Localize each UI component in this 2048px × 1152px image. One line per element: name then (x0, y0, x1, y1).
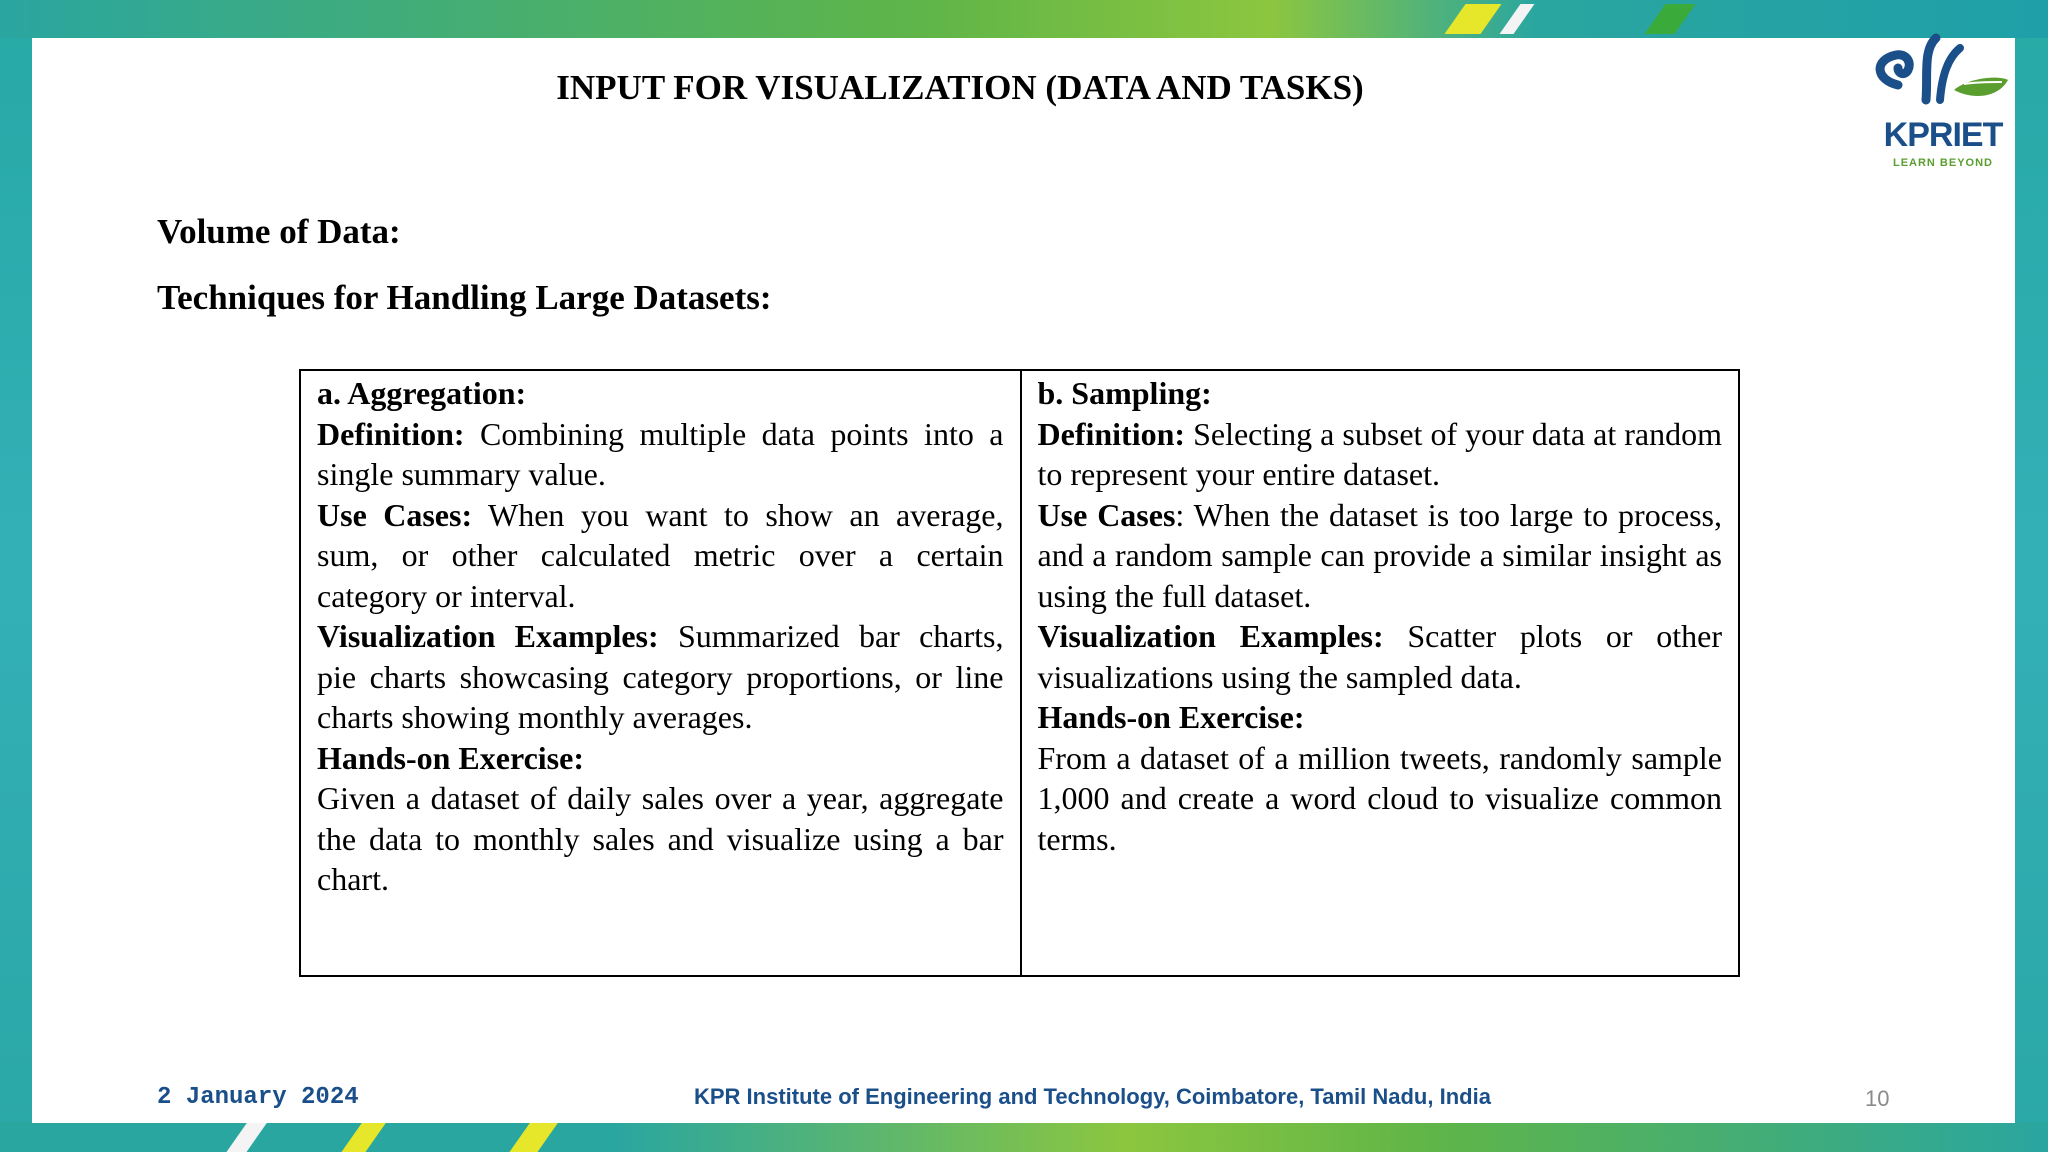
sampling-exercise-label: Hands-on Exercise: (1037, 699, 1305, 735)
bottom-decorative-bar (0, 1122, 2048, 1152)
aggregation-title: a. Aggregation: (317, 375, 527, 411)
sampling-title: b. Sampling: (1037, 375, 1212, 411)
top-decorative-bar (0, 0, 2048, 38)
aggregation-exercise-text: Given a dataset of daily sales over a year, aggregate the data to monthly sales and visualize using a bar chart. (317, 780, 1004, 897)
aggregation-exercise-label: Hands-on Exercise: (317, 739, 584, 776)
page-number: 10 (1865, 1086, 1890, 1111)
sampling-viz-label: Visualization Examples: (1037, 618, 1384, 654)
aggregation-viz-text: Summarized bar charts, pie charts showcasing category proportions, or line charts showing monthly averages. (317, 618, 1004, 735)
heading-techniques: Techniques for Handling Large Datasets: (157, 278, 772, 317)
kpriet-logo (1868, 30, 2018, 175)
aggregation-definition-label: Definition: (317, 415, 465, 452)
techniques-table (299, 369, 1740, 977)
aggregation-definition-text: Combining multiple data points into a single summary value. (317, 415, 1004, 492)
logo-leaf-icon (1868, 30, 2018, 115)
logo-tagline: LEARN BEYOND (1892, 157, 1993, 169)
footer-date: 2 January 2024 (157, 1084, 359, 1111)
sampling-use-cases-text: : When the dataset is too large to process, and a random sample can provide a similar insight as using the full dataset. (1037, 496, 1723, 614)
logo-name: KPRIET (1883, 116, 2003, 154)
aggregation-use-cases-text: When you want to show an average, sum, or other calculated metric over a certain category or interval. (317, 496, 1004, 614)
aggregation-use-cases-label: Use Cases: (317, 496, 473, 533)
slide-title: INPUT FOR VISUALIZATION (DATA AND TASKS) (556, 68, 1364, 107)
aggregation-column (301, 371, 1020, 975)
aggregation-viz-label: Visualization Examples: (317, 618, 659, 654)
sampling-column (1020, 371, 1739, 975)
sampling-use-cases-label: Use Cases (1037, 496, 1176, 533)
sampling-exercise-text: From a dataset of a million tweets, randomly sample 1,000 and create a word cloud to visualize common terms. (1037, 739, 1722, 857)
footer-institution: KPR Institute of Engineering and Technology, Coimbatore, Tamil Nadu, India (694, 1084, 1491, 1109)
sampling-viz-text: Scatter plots or other visualizations using the sampled data. (1037, 618, 1723, 695)
sampling-definition-text: Selecting a subset of your data at random to represent your entire dataset. (1037, 415, 1722, 492)
heading-volume-of-data: Volume of Data: (157, 212, 401, 251)
sampling-definition-label: Definition: (1037, 415, 1186, 452)
